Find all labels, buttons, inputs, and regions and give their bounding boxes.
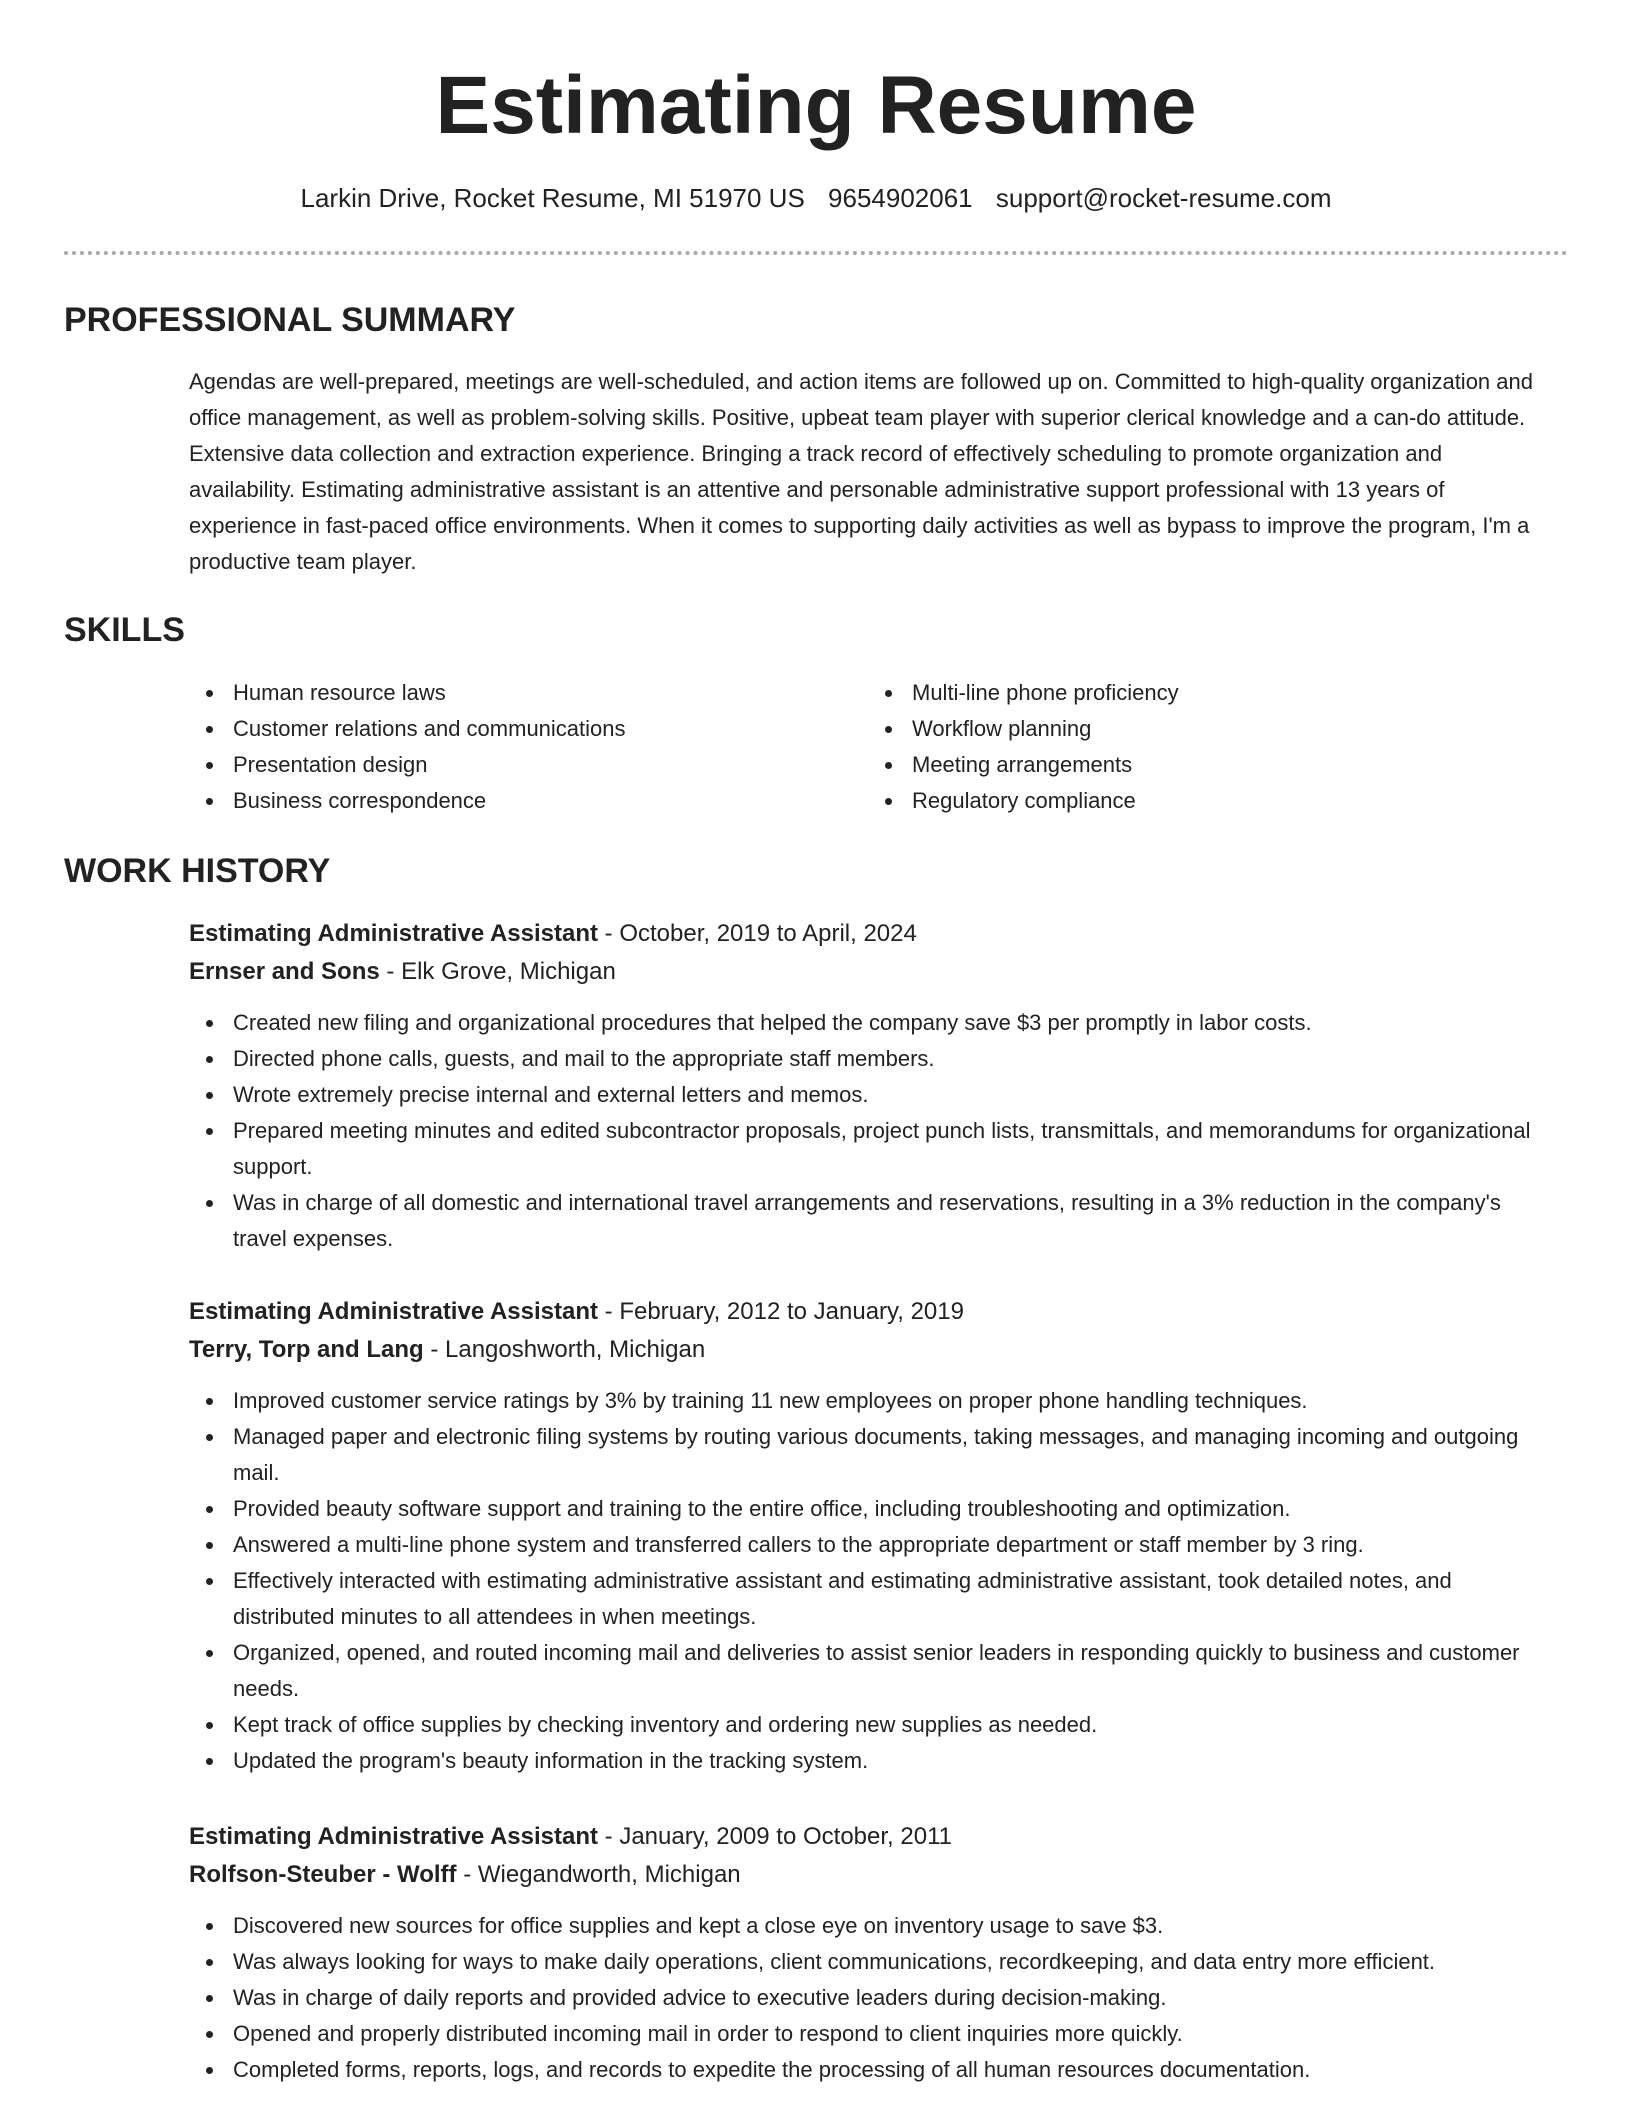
contact-email: support@rocket-resume.com	[995, 183, 1332, 213]
job-dates: - February, 2012 to January, 2019	[597, 1298, 964, 1325]
contact-address: Larkin Drive, Rocket Resume, MI 51970 US	[300, 183, 805, 213]
job-entry	[189, 915, 1549, 1257]
job-bullet: Was in charge of daily reports and provided advice to executive leaders during decision-making.	[189, 1980, 1549, 2016]
job-title: Estimating Administrative Assistant	[189, 1823, 598, 1850]
job-company: Rolfson-Steuber - Wolff	[189, 1861, 457, 1888]
job-bullet: Answered a multi-line phone system and transferred callers to the appropriate department or staff member by 3 ring.	[189, 1527, 1549, 1563]
job-bullets	[189, 1383, 1549, 1779]
job-bullet: Discovered new sources for office supplies and kept a close eye on inventory usage to save $3.	[189, 1908, 1549, 1944]
work-history-heading: WORK HISTORY	[64, 852, 331, 890]
job-dates: - January, 2009 to October, 2011	[597, 1823, 952, 1850]
summary-heading: PROFESSIONAL SUMMARY	[64, 301, 516, 339]
job-bullet: Directed phone calls, guests, and mail to the appropriate staff members.	[189, 1041, 1549, 1077]
contact-phone: 9654902061	[828, 183, 973, 213]
job-bullet: Completed forms, reports, logs, and records to expedite the processing of all human resources documentation.	[189, 2052, 1549, 2088]
skill-item: Regulatory compliance	[868, 783, 1548, 819]
job-location: - Wiegandworth, Michigan	[456, 1861, 741, 1888]
job-title-line	[189, 915, 1549, 953]
job-title: Estimating Administrative Assistant	[189, 1298, 598, 1325]
job-bullet: Wrote extremely precise internal and external letters and memos.	[189, 1077, 1549, 1113]
job-bullet: Opened and properly distributed incoming mail in order to respond to client inquiries more quickly.	[189, 2016, 1549, 2052]
skills-list-left	[189, 675, 829, 819]
job-bullet: Effectively interacted with estimating administrative assistant and estimating administrative assistant, took detailed notes, and distributed minutes to all attendees in when meetings.	[189, 1563, 1549, 1635]
job-entry	[189, 1818, 1549, 2088]
job-entry	[189, 1293, 1549, 1779]
skills-list-right	[868, 675, 1548, 819]
job-bullet: Was always looking for ways to make daily operations, client communications, recordkeeping, and data entry more efficient.	[189, 1944, 1549, 1980]
job-bullet: Created new filing and organizational procedures that helped the company save $3 per promptly in labor costs.	[189, 1005, 1549, 1041]
job-bullet: Managed paper and electronic filing systems by routing various documents, taking messages, and managing incoming and outgoing mail.	[189, 1419, 1549, 1491]
resume-title: Estimating Resume	[435, 60, 1197, 151]
skill-item: Workflow planning	[868, 711, 1548, 747]
job-company: Terry, Torp and Lang	[189, 1336, 424, 1363]
skill-item: Business correspondence	[189, 783, 829, 819]
job-title: Estimating Administrative Assistant	[189, 920, 598, 947]
job-company-line	[189, 1856, 1549, 1894]
job-bullet: Updated the program's beauty information in the tracking system.	[189, 1743, 1549, 1779]
job-bullet: Organized, opened, and routed incoming mail and deliveries to assist senior leaders in responding quickly to business and customer needs.	[189, 1635, 1549, 1707]
job-bullet: Provided beauty software support and training to the entire office, including troubleshooting and optimization.	[189, 1491, 1549, 1527]
job-title-line	[189, 1293, 1549, 1331]
job-location: - Langoshworth, Michigan	[423, 1336, 706, 1363]
job-bullet: Was in charge of all domestic and international travel arrangements and reservations, resulting in a 3% reduction in the company's travel expenses.	[189, 1185, 1549, 1257]
job-title-line	[189, 1818, 1549, 1856]
skill-item: Customer relations and communications	[189, 711, 829, 747]
job-location: - Elk Grove, Michigan	[379, 958, 616, 985]
skills-heading: SKILLS	[64, 611, 185, 649]
skill-item: Meeting arrangements	[868, 747, 1548, 783]
summary-text: Agendas are well-prepared, meetings are well-scheduled, and action items are followed up on. Committed to high-quality organization and office management, as well as problem-solving skills. Positive, upbeat team player with superior clerical knowledge and a can-do attitude. Extensive data collection and extraction experience. Bringing a track record of effectively scheduling to promote organization and availability. Estimating administrative assistant is an attentive and personable administrative support professional with 13 years of experience in fast-paced office environments. When it comes to supporting daily activities as well as bypass to improve the program, I'm a productive team player.	[189, 369, 1533, 574]
job-company-line	[189, 953, 1549, 991]
job-bullet: Improved customer service ratings by 3% by training 11 new employees on proper phone handling techniques.	[189, 1383, 1549, 1419]
job-bullet: Kept track of office supplies by checking inventory and ordering new supplies as needed.	[189, 1707, 1549, 1743]
contact-line	[0, 180, 1632, 216]
header-divider	[64, 251, 1568, 255]
skill-item: Presentation design	[189, 747, 829, 783]
job-dates: - October, 2019 to April, 2024	[597, 920, 917, 947]
job-company: Ernser and Sons	[189, 958, 380, 985]
skill-item: Human resource laws	[189, 675, 829, 711]
job-company-line	[189, 1331, 1549, 1369]
skill-item: Multi-line phone proficiency	[868, 675, 1548, 711]
job-bullet: Prepared meeting minutes and edited subcontractor proposals, project punch lists, transmittals, and memorandums for organizational support.	[189, 1113, 1549, 1185]
job-bullets	[189, 1908, 1549, 2088]
job-bullets	[189, 1005, 1549, 1257]
